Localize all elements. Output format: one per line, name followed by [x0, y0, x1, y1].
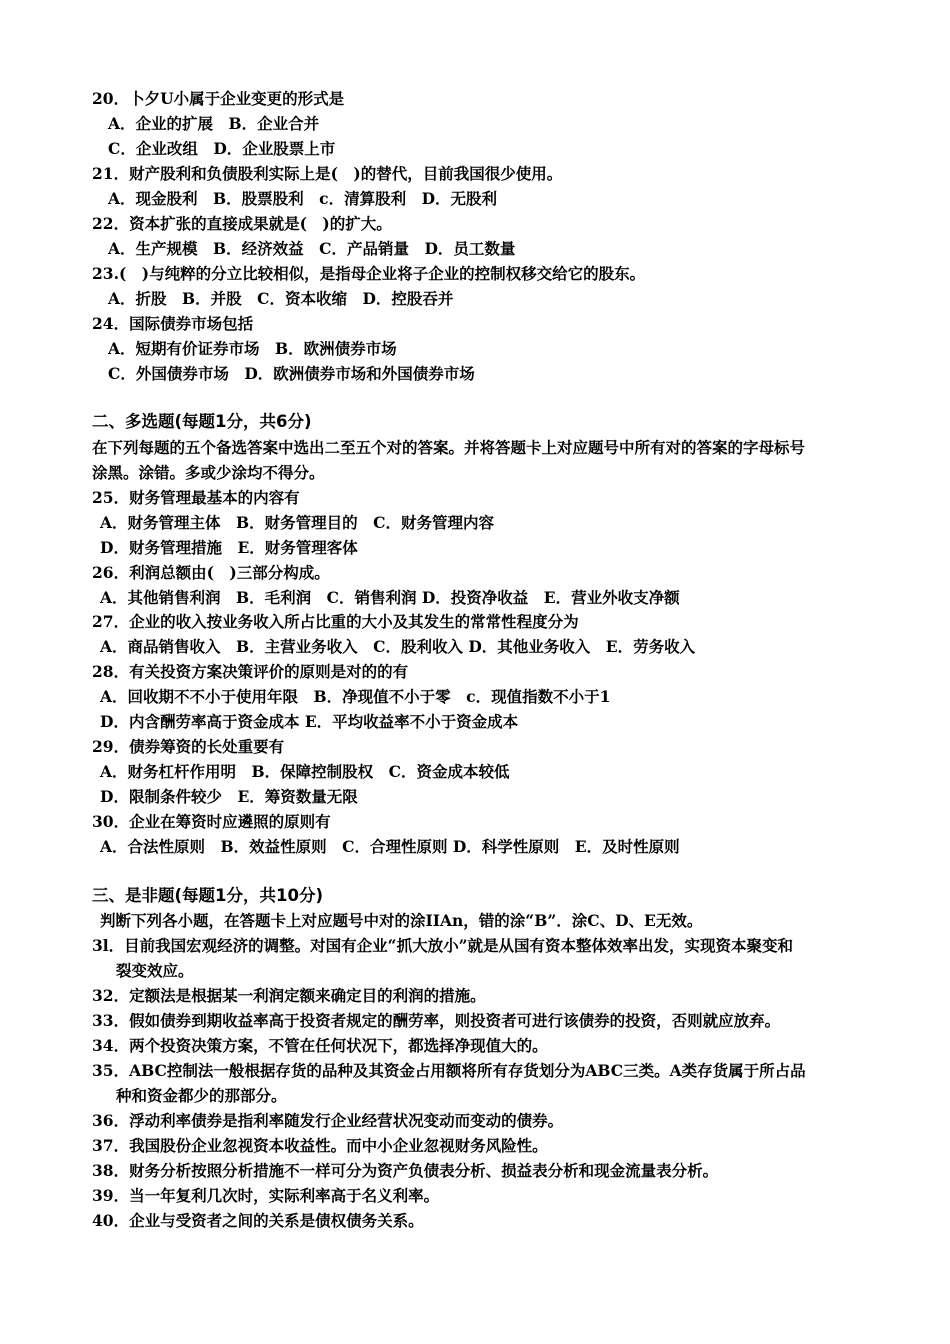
question-27-options: A．商品销售收入 B．主营业务收入 C．股利收入 D．其他业务收入 E．劳务收入	[100, 637, 696, 656]
question-27-stem: 27．企业的收入按业务收入所占比重的大小及其发生的常常性程度分为	[92, 612, 579, 631]
question-25-stem: 25．财务管理最基本的内容有	[92, 488, 300, 507]
question-37: 37．我国股份企业忽视资本收益性。而中小企业忽视财务风险性。	[92, 1136, 548, 1155]
section-3-heading: 三、是非题(每题1分，共10分)	[92, 886, 324, 905]
question-26-stem: 26．利润总额由( )三部分构成。	[92, 563, 330, 582]
question-29-options-1: A．财务杠杆作用明 B．保障控制股权 C．资金成本较低	[100, 762, 510, 781]
question-30-options: A．合法性原则 B．效益性原则 C．合理性原则 D．科学性原则 E．及时性原则	[100, 837, 680, 856]
question-25-options-1: A．财务管理主体 B．财务管理目的 C．财务管理内容	[100, 513, 494, 532]
question-29-stem: 29．债券筹资的长处重要有	[92, 737, 285, 756]
question-21-stem: 21．财产股利和负债股利实际上是( )的替代，目前我国很少使用。	[92, 164, 563, 183]
question-26-options: A．其他销售利润 B．毛利润 C．销售利润 D．投资净收益 E．营业外收支净额	[100, 588, 680, 607]
question-33: 33．假如债券到期收益率高于投资者规定的酬劳率，则投资者可进行该债券的投资，否则就应放弃。	[92, 1011, 781, 1030]
question-36: 36．浮动利率债券是指利率随发行企业经营状况变动而变动的债券。	[92, 1111, 564, 1130]
question-21-options: A．现金股利 B．股票股利 c．清算股利 D．无股利	[108, 189, 498, 208]
section-2-heading: 二、多选题(每题1分，共6分)	[92, 412, 312, 431]
section-3-instructions: 判断下列各小题，在答题卡上对应题号中对的涂IIAn，错的涂“B”．涂C、D、E无效。	[100, 911, 703, 930]
question-39: 39．当一年复利几次时，实际利率高于名义利率。	[92, 1186, 440, 1205]
question-24-stem: 24．国际债券市场包括	[92, 314, 254, 333]
question-31-line-1: 3l．目前我国宏观经济的调整。对国有企业“抓大放小”就是从国有资本整体效率出发，实现资本聚变和	[92, 936, 794, 955]
question-28-stem: 28．有关投资方案决策评价的原则是对的的有	[92, 662, 409, 681]
question-24-options-2: C．外国债券市场 D．欧洲债券市场和外国债券市场	[108, 364, 475, 383]
question-35-line-1: 35．ABC控制法一般根据存货的品种及其资金占用额将所有存货划分为ABC三类。A类存货属于所占品	[92, 1061, 806, 1080]
question-35-line-2: 种和资金都少的那部分。	[116, 1086, 287, 1105]
question-30-stem: 30．企业在筹资时应遴照的原则有	[92, 812, 331, 831]
question-23-options: A．折股 B．并股 C．资本收缩 D．控股吞并	[108, 289, 454, 308]
question-28-options-1: A．回收期不不小于使用年限 B．净现值不小于零 c．现值指数不小于1	[100, 687, 611, 706]
question-28-options-2: D．内含酬劳率高于资金成本 E．平均收益率不小于资金成本	[100, 712, 519, 731]
question-32: 32．定额法是根据某一利润定额来确定目的利润的措施。	[92, 986, 486, 1005]
question-20-stem: 20．卜夕U小属于企业变更的形式是	[92, 89, 345, 108]
question-25-options-2: D．财务管理措施 E．财务管理客体	[100, 538, 358, 557]
question-34: 34．两个投资决策方案，不管在任何状况下，都选择净现值大的。	[92, 1036, 548, 1055]
question-29-options-2: D．限制条件较少 E．筹资数量无限	[100, 787, 358, 806]
section-2-instructions-1: 在下列每题的五个备选答案中选出二至五个对的答案。并将答题卡上对应题号中所有对的答案的字母标号	[92, 438, 806, 457]
question-38: 38．财务分析按照分析措施不一样可分为资产负债表分析、损益表分析和现金流量表分析。	[92, 1161, 719, 1180]
question-24-options-1: A．短期有价证券市场 B．欧洲债券市场	[108, 339, 397, 358]
question-20-options-1: A．企业的扩展 B．企业合并	[108, 114, 320, 133]
question-31-line-2: 裂变效应。	[116, 961, 194, 980]
section-2-instructions-2: 涂黑。涂错。多或少涂均不得分。	[92, 463, 325, 482]
question-40: 40．企业与受资者之间的关系是债权债务关系。	[92, 1211, 424, 1230]
question-22-stem: 22．资本扩张的直接成果就是( )的扩大。	[92, 214, 392, 233]
question-23-stem: 23.( )与纯粹的分立比较相似，是指母企业将子企业的控制权移交给它的股东。	[92, 264, 646, 283]
question-20-options-2: C．企业改组 D．企业股票上市	[108, 139, 336, 158]
question-22-options: A．生产规模 B．经济效益 C．产品销量 D．员工数量	[108, 239, 516, 258]
